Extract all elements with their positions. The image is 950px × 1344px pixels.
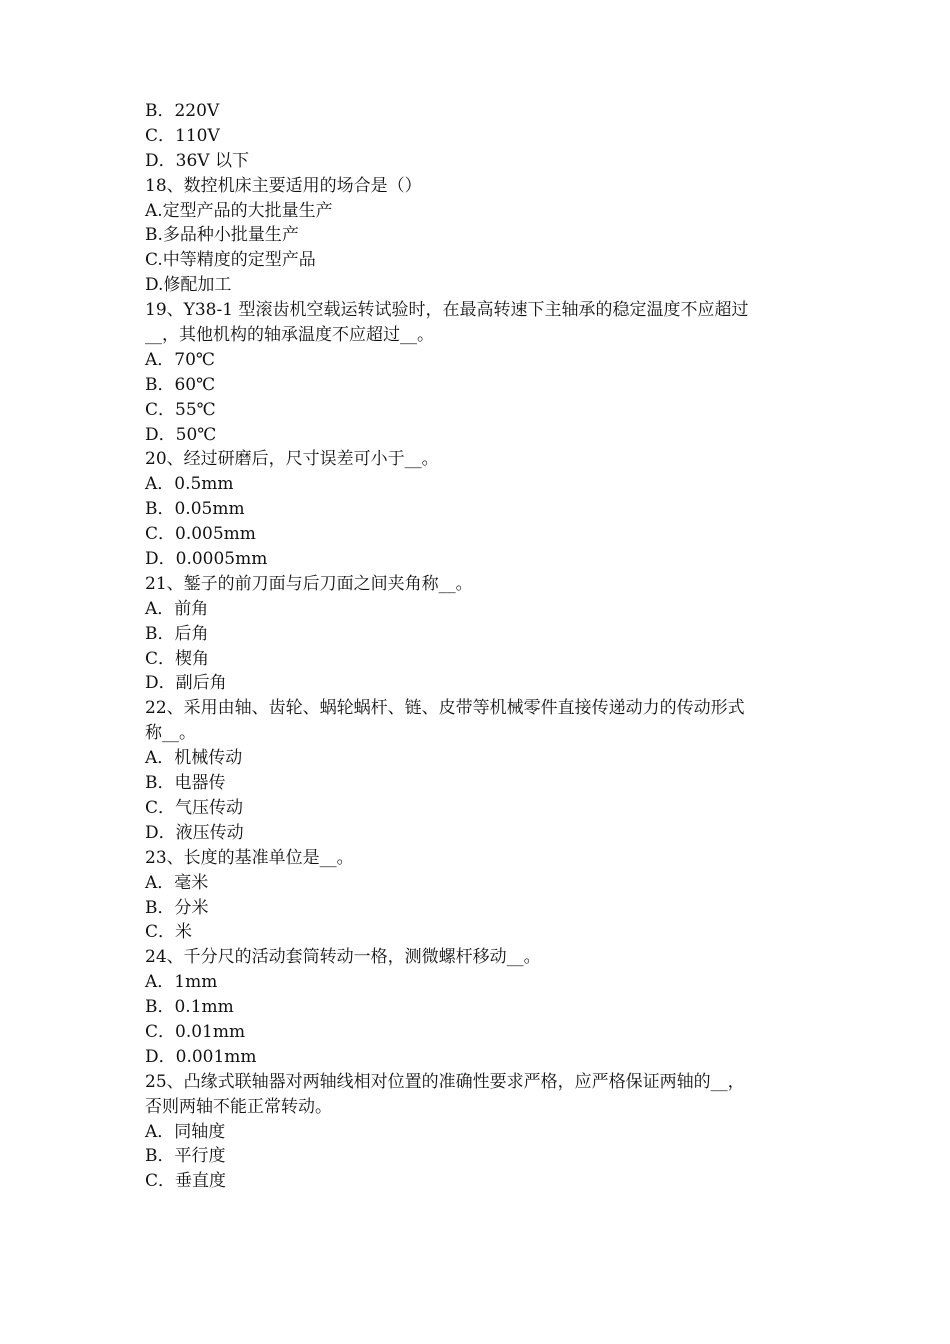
option-line: C．楔角 bbox=[145, 648, 210, 669]
option-line: C．垂直度 bbox=[145, 1171, 227, 1192]
option-line: C．气压传动 bbox=[145, 797, 244, 818]
question-line: 18、数控机床主要适用的场合是（） bbox=[145, 175, 422, 196]
option-line: A.定型产品的大批量生产 bbox=[145, 200, 333, 221]
option-line: D．0.001mm bbox=[145, 1046, 257, 1067]
option-line: C．0.005mm bbox=[145, 524, 256, 545]
option-line: A．同轴度 bbox=[145, 1121, 226, 1142]
option-line: A．70℃ bbox=[145, 349, 215, 370]
option-line: D.修配加工 bbox=[145, 275, 232, 296]
option-line: D．36V 以下 bbox=[145, 150, 249, 171]
option-line: B．分米 bbox=[145, 897, 209, 918]
option-line: C．米 bbox=[145, 922, 193, 943]
option-line: A．前角 bbox=[145, 598, 209, 619]
option-line: B．60℃ bbox=[145, 374, 216, 395]
option-line: C．55℃ bbox=[145, 399, 216, 420]
option-line: B．220V bbox=[145, 101, 220, 121]
option-line: B．平行度 bbox=[145, 1146, 226, 1167]
question-line: 22、采用由轴、齿轮、蜗轮蜗杆、链、皮带等机械零件直接传递动力的传动形式 bbox=[145, 698, 745, 719]
question-line: 称__。 bbox=[145, 723, 196, 744]
document-page bbox=[145, 99, 825, 1194]
option-line: A．0.5mm bbox=[145, 474, 234, 495]
option-line: B.多品种小批量生产 bbox=[145, 225, 299, 246]
option-line: A．机械传动 bbox=[145, 748, 243, 769]
question-line: 25、凸缘式联轴器对两轴线相对位置的准确性要求严格，应严格保证两轴的__， bbox=[145, 1071, 745, 1092]
option-line: D．液压传动 bbox=[145, 822, 244, 843]
question-line: 23、长度的基准单位是__。 bbox=[145, 847, 354, 868]
question-line: 24、千分尺的活动套筒转动一格，测微螺杆移动__。 bbox=[145, 947, 541, 968]
option-line: A．毫米 bbox=[145, 872, 209, 893]
option-line: A．1mm bbox=[145, 972, 218, 993]
question-line: 21、錾子的前刀面与后刀面之间夹角称__。 bbox=[145, 573, 473, 594]
option-line: C.中等精度的定型产品 bbox=[145, 250, 316, 271]
question-line: 19、Y38-1 型滚齿机空载运转试验时，在最高转速下主轴承的稳定温度不应超过 bbox=[145, 300, 749, 321]
option-line: B．0.1mm bbox=[145, 997, 234, 1018]
option-line: D．50℃ bbox=[145, 424, 217, 445]
option-line: C．110V bbox=[145, 125, 220, 146]
question-line: __，其他机构的轴承温度不应超过__。 bbox=[145, 325, 434, 346]
option-line: D．0.0005mm bbox=[145, 549, 268, 570]
question-line: 20、经过研磨后，尺寸误差可小于__。 bbox=[145, 449, 439, 470]
option-line: B．0.05mm bbox=[145, 499, 245, 520]
option-line: C．0.01mm bbox=[145, 1021, 246, 1042]
option-line: B．后角 bbox=[145, 623, 209, 644]
option-line: B．电器传 bbox=[145, 773, 226, 794]
option-line: D．副后角 bbox=[145, 673, 227, 694]
question-line: 否则两轴不能正常转动。 bbox=[145, 1096, 332, 1117]
